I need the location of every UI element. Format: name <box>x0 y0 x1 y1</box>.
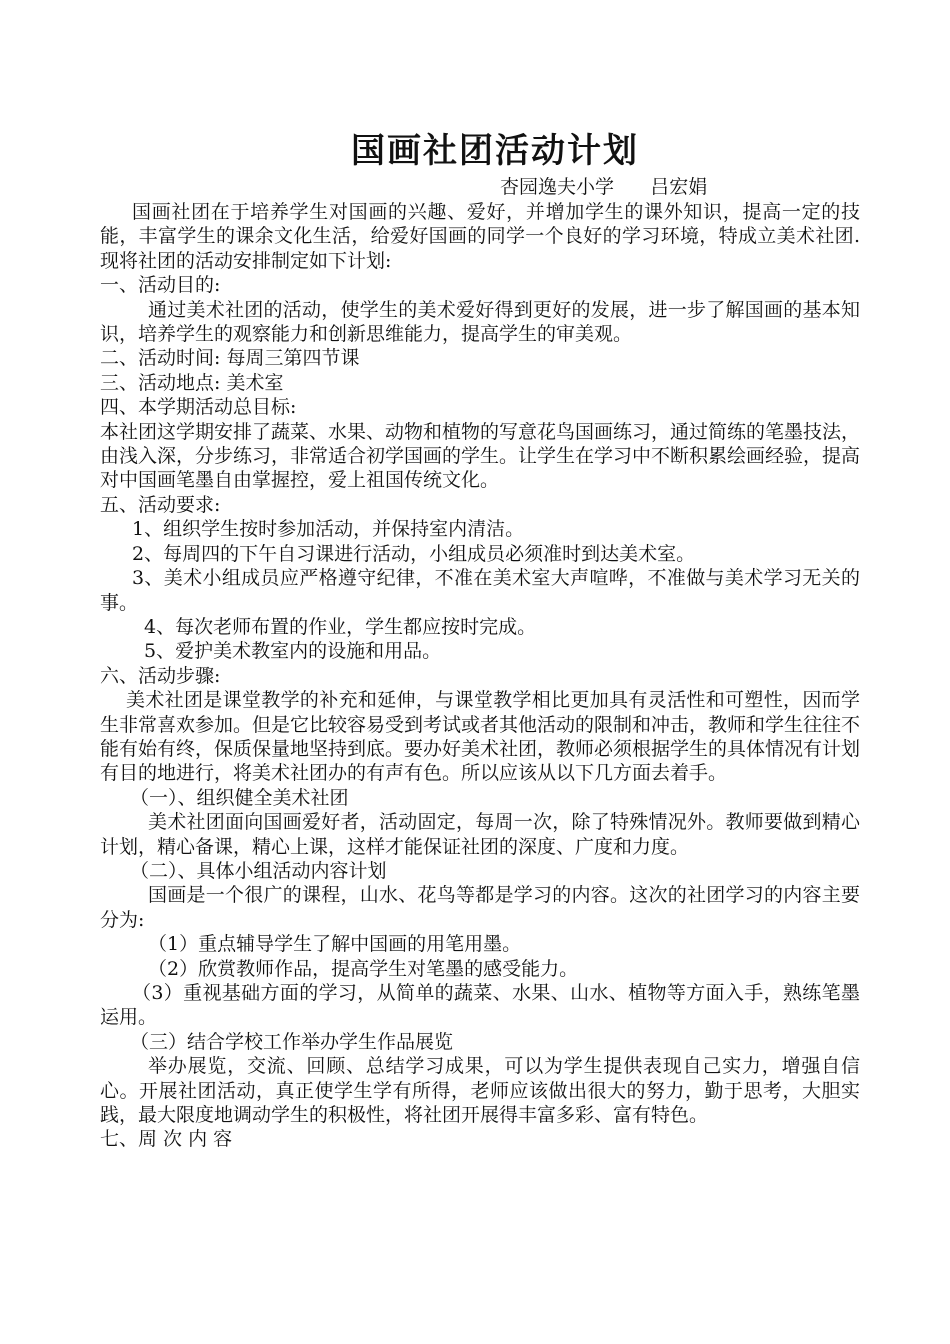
section-time: 二、活动时间: 每周三第四节课 <box>100 347 360 370</box>
subsection-heading-3: （三）结合学校工作举办学生作品展览 <box>130 1030 454 1053</box>
subsection-3-paragraph: 举办展览，交流、回顾、总结学习成果，可以为学生提供表现自己实力，增强自信心。开展社团活动，真正使学生学有所得，老师应该做出很大的努力，勤于思考，大胆实践，最大限度地调动学生的积极性，将社团开展得丰富多彩、富有特色。 <box>100 1055 860 1127</box>
requirement-item: 2、每周四的下午自习课进行活动，小组成员必须准时到达美术室。 <box>132 542 696 565</box>
requirement-item: 5、爱护美术教室内的设施和用品。 <box>144 640 442 663</box>
goals-paragraph: 本社团这学期安排了蔬菜、水果、动物和植物的写意花鸟国画练习，通过简练的笔墨技法，由浅入深，分步练习，非常适合初学国画的学生。让学生在学习中不断积累绘画经验，提高对中国画笔墨自由掌握控，爱上祖国传统文化。 <box>100 420 861 492</box>
steps-paragraph: 美术社团是课堂教学的补充和延伸，与课堂教学相比更加具有灵活性和可塑性，因而学生非常喜欢参加。但是它比较容易受到考试或者其他活动的限制和冲击，教师和学生往往不能有始有终，保质保量地坚持到底。要办好美术社团，教师必须根据学生的具体情况有计划有目的地进行，将美术社团办的有声有色。所以应该从以下几方面去着手。 <box>100 689 861 785</box>
section-heading-requirements: 五、活动要求: <box>100 493 221 516</box>
content-item: （3）重视基础方面的学习，从简单的蔬菜、水果、山水、植物等方面入手，熟练笔墨运用。 <box>100 982 860 1029</box>
section-location: 三、活动地点: 美术室 <box>100 371 284 394</box>
section-heading-weekly: 七、周 次 内 容 <box>100 1128 233 1151</box>
subsection-1-paragraph: 美术社团面向国画爱好者，活动固定，每周一次，除了特殊情况外。教师要做到精心计划，精心备课，精心上课，这样才能保证社团的深度、广度和力度。 <box>100 811 860 858</box>
subsection-heading-1: （一）、组织健全美术社团 <box>130 786 349 809</box>
content-item: （1）重点辅导学生了解中国画的用笔用墨。 <box>148 933 522 956</box>
requirement-item: 1、组织学生按时参加活动，并保持室内清洁。 <box>132 518 525 541</box>
document-page <box>100 128 860 1152</box>
requirement-item: 3、美术小组成员应严格遵守纪律，不准在美术室大声喧哗，不准做与美术学习无关的事。 <box>100 567 860 614</box>
document-body <box>100 200 860 1152</box>
subsection-2-paragraph: 国画是一个很广的课程，山水、花鸟等都是学习的内容。这次的社团学习的内容主要分为: <box>100 884 860 931</box>
content-item: （2）欣赏教师作品，提高学生对笔墨的感受能力。 <box>148 957 579 980</box>
section-heading-goals: 四、本学期活动总目标: <box>100 396 297 419</box>
requirement-item: 4、每次老师布置的作业，学生都应按时完成。 <box>144 615 537 638</box>
document-title: 国画社团活动计划 <box>351 131 639 171</box>
intro-paragraph: 国画社团在于培养学生对国画的兴趣、爱好，并增加学生的课外知识，提高一定的技能，丰富学生的课余文化生活，给爱好国画的同学一个良好的学习环境，特成立美术社团.现将社团的活动安排制定如下计划: <box>100 201 860 272</box>
subsection-heading-2: （二）、具体小组活动内容计划 <box>130 859 387 882</box>
purpose-paragraph: 通过美术社团的活动，使学生的美术爱好得到更好的发展，进一步了解国画的基本知识，培养学生的观察能力和创新思维能力，提高学生的审美观。 <box>100 298 860 346</box>
author-line: 杏园逸夫小学 吕宏娟 <box>500 176 708 198</box>
section-heading-steps: 六、活动步骤: <box>100 664 221 687</box>
section-heading-purpose: 一、活动目的: <box>100 274 221 297</box>
